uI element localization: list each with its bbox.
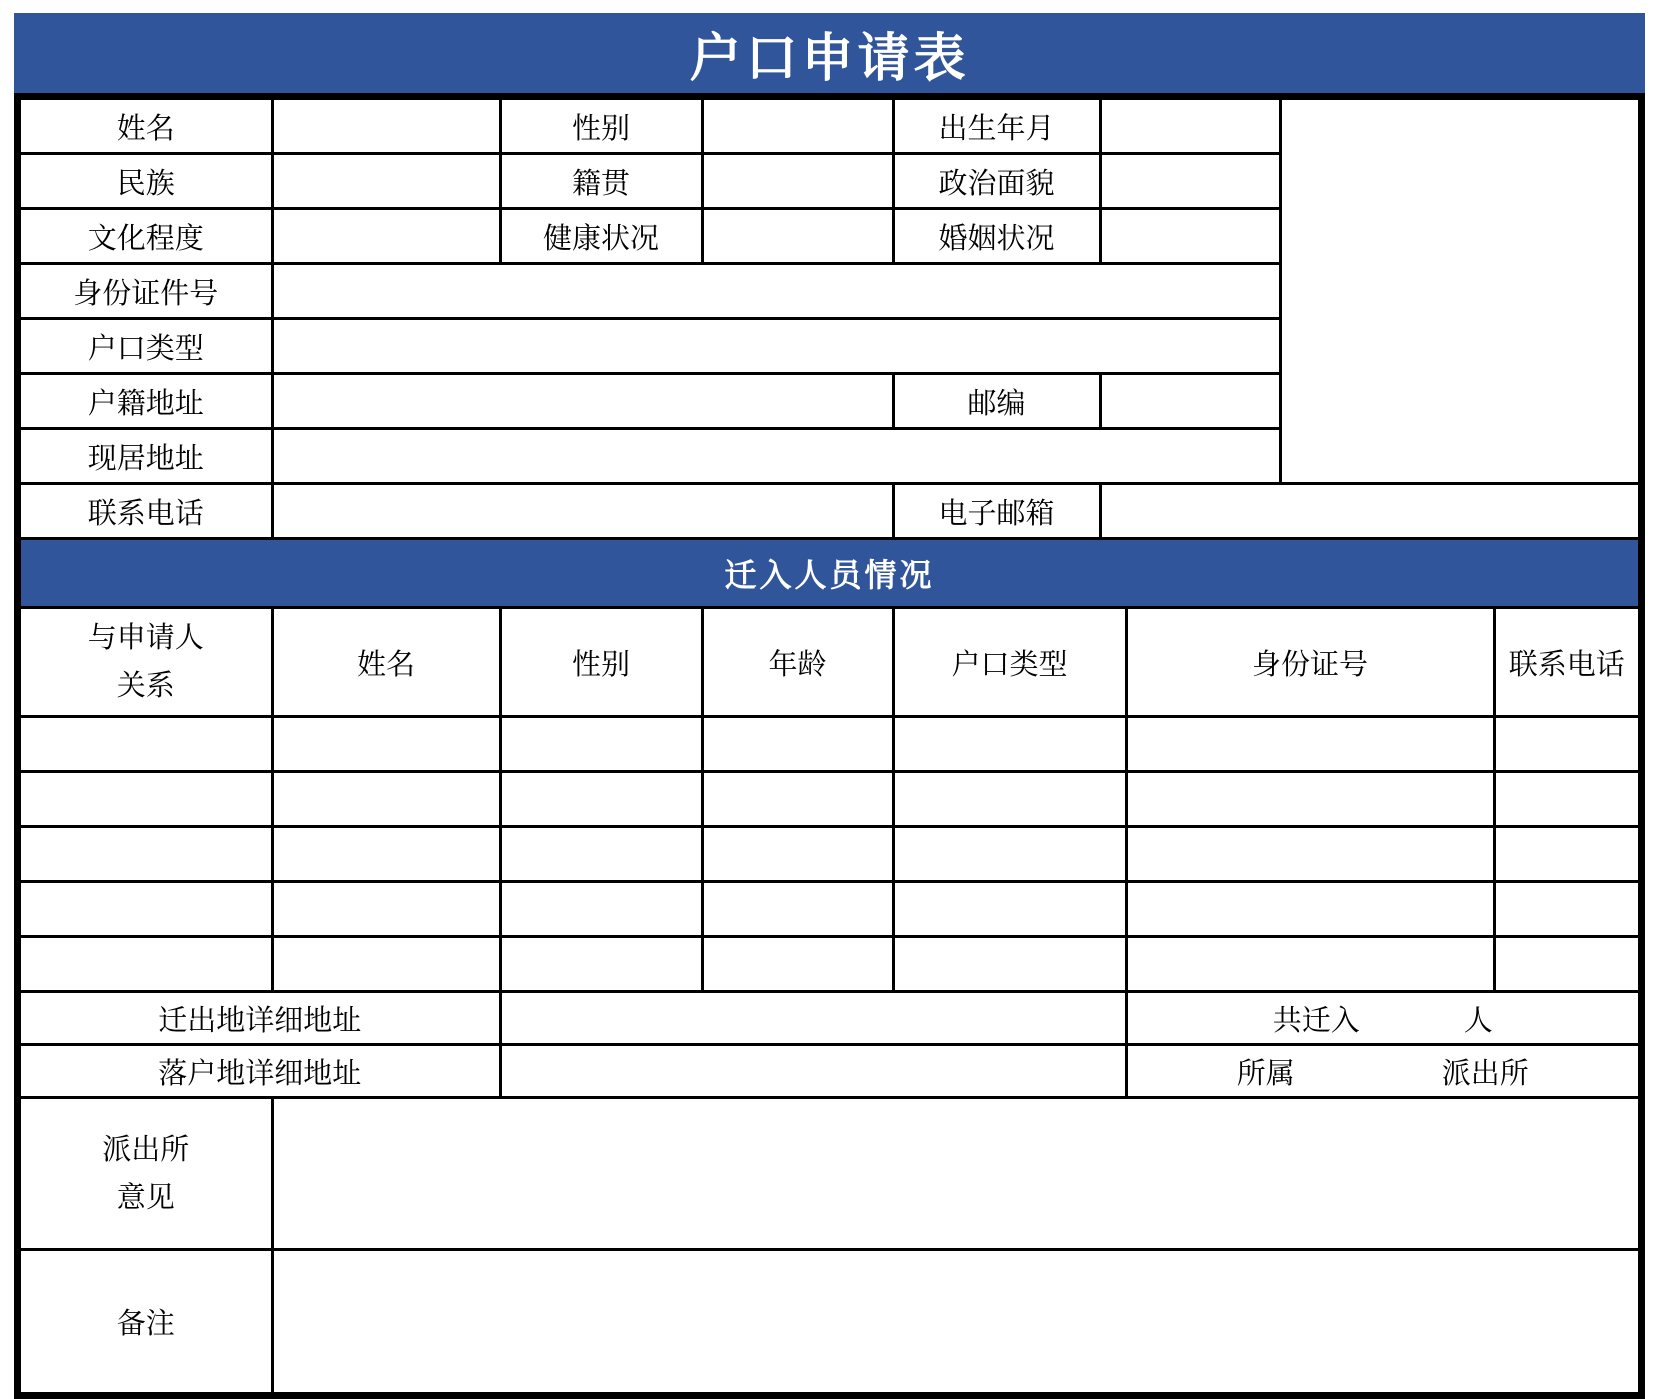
- name-label: 姓名: [116, 112, 175, 145]
- name-input-cell[interactable]: [272, 100, 500, 154]
- police-opinion-row: [21, 1098, 1638, 1250]
- hukou-type-input-cell[interactable]: [272, 319, 1280, 374]
- native-place-input-cell[interactable]: [702, 154, 893, 209]
- form-body: [14, 100, 1645, 1399]
- native-place-label: 籍贯: [500, 154, 702, 209]
- member-empty-row: [21, 717, 1638, 772]
- relation-header-line2: 关系: [116, 670, 175, 702]
- current-address-label: 现居地址: [21, 429, 272, 484]
- applicant-row-1: [21, 100, 1638, 154]
- police-opinion-label: [21, 1098, 272, 1250]
- hukou-type-label: 户口类型: [21, 319, 272, 374]
- member-input-cell[interactable]: [21, 882, 272, 937]
- relation-header-line1: 与申请人: [87, 622, 204, 654]
- police-opinion-input-cell[interactable]: [272, 1098, 1638, 1250]
- remarks-row: [21, 1250, 1638, 1393]
- member-input-cell[interactable]: [702, 882, 893, 937]
- form-title: 户口申请表: [689, 29, 970, 88]
- member-input-cell[interactable]: [1494, 882, 1638, 937]
- phone-input-cell[interactable]: [272, 484, 893, 538]
- member-input-cell[interactable]: [1494, 717, 1638, 772]
- email-label: 电子邮箱: [893, 484, 1100, 538]
- total-movein-prefix: 共迁入: [1272, 1004, 1360, 1037]
- current-address-input-cell[interactable]: [272, 429, 1280, 484]
- member-phone-column-header: 联系电话: [1494, 608, 1638, 717]
- applicant-row-8: [21, 484, 1638, 538]
- gender-label: 性别: [500, 100, 702, 154]
- member-age-column-header: 年龄: [702, 608, 893, 717]
- member-input-cell[interactable]: [893, 827, 1126, 882]
- form-title-bar: [14, 13, 1645, 100]
- member-input-cell[interactable]: [1126, 772, 1494, 827]
- remarks-label: 备注: [21, 1250, 272, 1393]
- member-hukou-type-column-header: 户口类型: [893, 608, 1126, 717]
- registered-address-input-cell[interactable]: [272, 374, 893, 429]
- member-id-column-header: 身份证号: [1126, 608, 1494, 717]
- member-input-cell[interactable]: [702, 717, 893, 772]
- marital-input-cell[interactable]: [1100, 209, 1280, 264]
- member-input-cell[interactable]: [500, 882, 702, 937]
- member-input-cell[interactable]: [272, 882, 500, 937]
- education-input-cell[interactable]: [272, 209, 500, 264]
- remarks-input-cell[interactable]: [272, 1250, 1638, 1393]
- birth-input-cell[interactable]: [1100, 100, 1280, 154]
- member-input-cell[interactable]: [500, 937, 702, 991]
- id-number-label: 身份证件号: [21, 264, 272, 319]
- political-label: 政治面貌: [893, 154, 1100, 209]
- birth-label: 出生年月: [893, 100, 1100, 154]
- moveout-address-row: [21, 992, 1638, 1045]
- registered-address-label: 户籍地址: [21, 374, 272, 429]
- postcode-input-cell[interactable]: [1100, 374, 1280, 429]
- id-number-input-cell[interactable]: [272, 264, 1280, 319]
- member-input-cell[interactable]: [1494, 937, 1638, 991]
- settle-address-label: 落户地详细地址: [21, 1045, 500, 1097]
- applicant-info-table: [21, 100, 1638, 537]
- ethnicity-label: 民族: [21, 154, 272, 209]
- postcode-label: 邮编: [893, 374, 1100, 429]
- member-input-cell[interactable]: [1126, 937, 1494, 991]
- member-input-cell[interactable]: [272, 937, 500, 991]
- total-movein-cell[interactable]: [1126, 992, 1638, 1045]
- health-label: 健康状况: [500, 209, 702, 264]
- member-input-cell[interactable]: [500, 827, 702, 882]
- members-section-band: [21, 537, 1638, 606]
- member-input-cell[interactable]: [500, 772, 702, 827]
- members-header-row: [21, 608, 1638, 717]
- member-name-column-header: 姓名: [272, 608, 500, 717]
- education-label: 文化程度: [21, 209, 272, 264]
- member-input-cell[interactable]: [893, 717, 1126, 772]
- police-opinion-line1: 派出所: [102, 1133, 190, 1166]
- member-gender-column-header: 性别: [500, 608, 702, 717]
- marital-label: 婚姻状况: [893, 209, 1100, 264]
- member-input-cell[interactable]: [1126, 717, 1494, 772]
- address-summary-table: [21, 990, 1638, 1096]
- total-movein-suffix: 人: [1463, 1004, 1493, 1037]
- member-input-cell[interactable]: [272, 717, 500, 772]
- member-empty-row: [21, 882, 1638, 937]
- member-empty-row: [21, 827, 1638, 882]
- ethnicity-input-cell[interactable]: [272, 154, 500, 209]
- member-input-cell[interactable]: [702, 772, 893, 827]
- moveout-address-label: 迁出地详细地址: [21, 992, 500, 1045]
- photo-area-cell[interactable]: [1280, 100, 1638, 484]
- hukou-application-form: [14, 13, 1645, 1399]
- station-cell[interactable]: [1126, 1045, 1638, 1097]
- moveout-address-input-cell[interactable]: [500, 992, 1126, 1045]
- member-input-cell[interactable]: [21, 772, 272, 827]
- member-input-cell[interactable]: [1126, 827, 1494, 882]
- members-table: [21, 606, 1638, 990]
- settle-address-input-cell[interactable]: [500, 1045, 1126, 1097]
- email-input-cell[interactable]: [1100, 484, 1638, 538]
- member-input-cell[interactable]: [893, 937, 1126, 991]
- gender-input-cell[interactable]: [702, 100, 893, 154]
- member-input-cell[interactable]: [21, 937, 272, 991]
- phone-label: 联系电话: [21, 484, 272, 538]
- member-input-cell[interactable]: [702, 937, 893, 991]
- member-input-cell[interactable]: [272, 827, 500, 882]
- member-input-cell[interactable]: [1494, 827, 1638, 882]
- opinion-remarks-table: [21, 1096, 1638, 1392]
- member-input-cell[interactable]: [272, 772, 500, 827]
- station-suffix: 派出所: [1441, 1057, 1529, 1090]
- health-input-cell[interactable]: [702, 209, 893, 264]
- member-empty-row: [21, 772, 1638, 827]
- member-input-cell[interactable]: [21, 827, 272, 882]
- relation-column-header: [21, 608, 272, 717]
- member-input-cell[interactable]: [893, 882, 1126, 937]
- police-opinion-line2: 意见: [116, 1181, 175, 1214]
- member-input-cell[interactable]: [21, 717, 272, 772]
- member-input-cell[interactable]: [1494, 772, 1638, 827]
- station-prefix: 所属: [1236, 1057, 1295, 1090]
- settle-address-row: [21, 1045, 1638, 1097]
- member-input-cell[interactable]: [500, 717, 702, 772]
- member-empty-row: [21, 937, 1638, 991]
- member-input-cell[interactable]: [1126, 882, 1494, 937]
- members-section-title: 迁入人员情况: [724, 557, 935, 593]
- member-input-cell[interactable]: [893, 772, 1126, 827]
- political-input-cell[interactable]: [1100, 154, 1280, 209]
- member-input-cell[interactable]: [702, 827, 893, 882]
